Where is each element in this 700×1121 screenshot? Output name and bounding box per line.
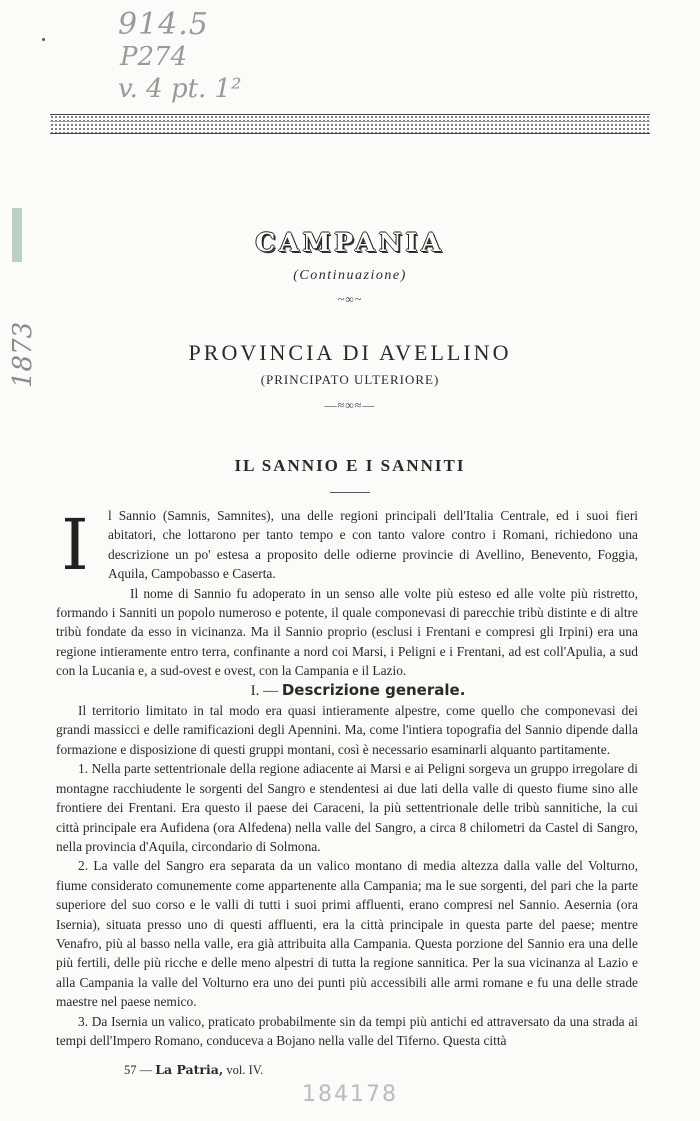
- paragraph: 2. La valle del Sangro era separata da un valico montano di media altezza dalla valle del Volturno, fiume considerato comunemente come appartenente alla Campania; ma le sue sorgenti, del pari che la parte superiore del suo corso e le valli di tutti i suoi primi affluenti, erano compresi nel Sannio. Aesernia (ora Isernia), situata presso uno di questi affluenti, era la città principale in questa parte del paese; mentre Venafro, più al basso nella valle, era già attribuita alla Campania. Questa porzione del Sannio era una delle più fertili, delle più ricche e delle meno alpestri di tutta la regione sannitica. Per la sua vicinanza al Lazio e alla Campania la valle del Volturno era uno dei punti più accessibili alle armi romane e fu una delle strade maestre nel paese nemico.: [56, 858, 638, 1010]
- article-body: [56, 506, 638, 1050]
- paragraph-text: l Sannio (Samnis, Samnites), una delle regioni principali dell'Italia Centrale, ed i suoi fieri abitatori, che lottarono per tanto tempo e con tanto valore contro i Romani, richiedono una descrizione un po' estesa a proposito delle odierne provincie di Avellino, Benevento, Foggia, Aquila, Campobasso e Caserta.: [108, 508, 638, 582]
- page-footer: [124, 1062, 263, 1078]
- page-subtitle: (Continuazione): [293, 268, 407, 283]
- province-heading: PROVINCIA DI AVELLINO: [188, 340, 512, 365]
- footer-publication: La Patria,: [155, 1062, 224, 1077]
- footer-number: 57 —: [124, 1063, 153, 1077]
- subsection-title: Descrizione generale.: [281, 680, 466, 699]
- ornament-divider-2: —≈∞≈—: [324, 398, 376, 412]
- subsection-heading: [56, 681, 638, 701]
- paragraph: Il territorio limitato in tal modo era quasi intieramente alpestre, come quello che componevasi dei grandi massicci e delle ramificazioni degli Apennini. Ma, come l'intiera topografia del Sannio dipende dalla formazione e disposizione di questi gruppi montani, così è necessario esaminarli alquanto partitamente.: [56, 703, 638, 757]
- paragraph: Il nome di Sannio fu adoperato in un senso alle volte più esteso ed alle volte più ristretto, formando i Sanniti un popolo numeroso e potente, il quale componevasi di parecchie tribù distinte e di altre tribù fondate da esso in vicinanza. Ma il Sannio proprio (esclusi i Frentani e compresi gli Irpini) era una regione intieramente entro terra, confinante a nord coi Marsi, i Peligni e i Frentani, ad est coll'Apulia, a sud con la Lucania e, a sud-ovest e ovest, con la Campania e il Lazio.: [56, 585, 638, 679]
- ornament-divider: ~∞~: [337, 292, 363, 306]
- ink-dot: [42, 38, 45, 41]
- side-handwriting-text: 1873: [8, 321, 38, 388]
- paragraph-intro: [56, 506, 638, 584]
- side-handwriting: [2, 268, 42, 388]
- section-rule: [330, 492, 370, 493]
- drop-cap: I: [61, 504, 89, 586]
- page-title: CAMPANIA: [255, 228, 445, 257]
- handwritten-volume: v. 4 pt. 1²: [118, 74, 242, 104]
- ornamental-border: [50, 114, 650, 134]
- accession-stamp: 184178: [302, 1082, 398, 1107]
- bleed-through-text: [480, 60, 690, 120]
- section-title: IL SANNIO E I SANNITI: [234, 456, 466, 475]
- province-subheading: (PRINCIPATO ULTERIORE): [260, 372, 440, 387]
- handwritten-call-number: 914.5: [118, 7, 209, 42]
- handwritten-call-code: P274: [120, 42, 188, 72]
- footer-volume: vol. IV.: [226, 1063, 264, 1077]
- paragraph: 1. Nella parte settentrionale della regione adiacente ai Marsi e ai Peligni sorgeva un gruppo irregolare di montagne racchiudente le sorgenti del Sangro e stendentesi ai due lati della valle di questo fiume sino alle frontiere dei Frentani. Era questo il paese dei Caraceni, la più settentrionale delle tribù sannitiche, la cui città principale era Aufidena (ora Alfedena) nella valle del Sangro, a circa 8 chilometri da Castel di Sangro, nella provincia d'Aquila, circondario di Solmona.: [56, 761, 638, 854]
- subsection-number: I. —: [250, 682, 279, 699]
- paragraph: 3. Da Isernia un valico, praticato probabilmente sin da tempi più antichi ed attraversato da una strada ai tempi dell'Impero Romano, conduceva a Bojano nella valle del Tiferno. Questa città: [56, 1013, 638, 1048]
